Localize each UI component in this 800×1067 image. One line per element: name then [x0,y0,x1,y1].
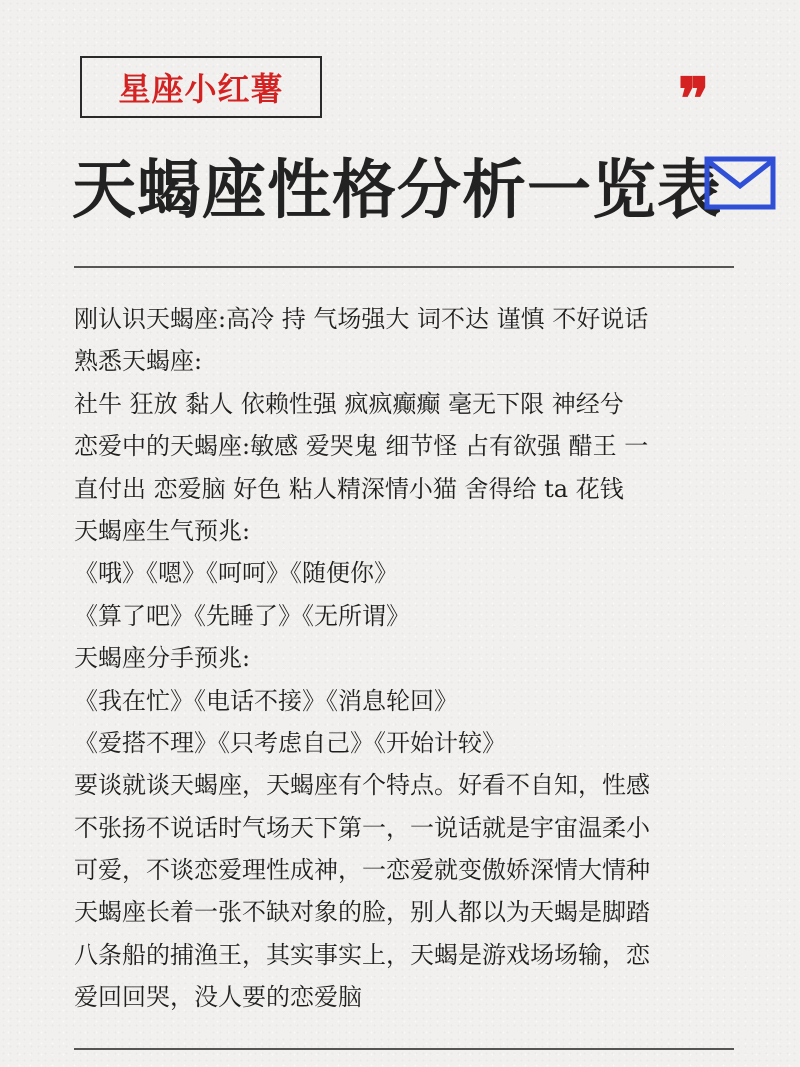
body-line: 《爱搭不理》《只考虑自己》《开始计较》 [74,728,506,757]
body-line: 刚认识天蝎座:高冷 持 气场强大 词不达 谨慎 不好说话 [74,305,649,333]
quote-mark-icon: ❞ [678,65,710,133]
account-tag-text: 星座小红薯 [118,70,284,108]
body-line: 《我在忙》《电话不接》《消息轮回》 [74,686,458,715]
bottom-divider [74,1048,734,1050]
body-line: 《算了吧》《先睡了》《无所谓》 [74,601,410,630]
top-divider [74,266,734,268]
body-line: 恋爱中的天蝎座:敏感 爱哭鬼 细节怪 占有欲强 醋王 一 [74,432,649,461]
body-line: 要谈就谈天蝎座，天蝎座有个特点。好看不自知，性感 [74,771,650,800]
body-line: 不张扬不说话时气场天下第一，一说话就是宇宙温柔小 [74,813,650,842]
account-tag [80,56,322,118]
body-line: 天蝎座分手预兆: [74,644,251,673]
body-line: 天蝎座长着一张不缺对象的脸，别人都以为天蝎是脚踏 [74,898,650,927]
body-line: 熟悉天蝎座: [74,347,203,376]
body-line: 爱回回哭，没人要的恋爱脑 [74,983,362,1012]
body-line: 八条船的捕渔王，其实事实上，天蝎是游戏场场输，恋 [74,940,650,969]
body-line: 可爱，不谈恋爱理性成神，一恋爱就变傲娇深情大情种 [74,856,650,885]
body-line: 天蝎座生气预兆: [74,516,251,545]
mail-icon [704,156,776,210]
body-line: 社牛 狂放 黏人 依赖性强 疯疯癫癫 毫无下限 神经兮 [74,389,624,418]
body-line: 直付出 恋爱脑 好色 粘人精深情小猫 舍得给 ta 花钱 [74,474,624,503]
article-body [74,298,738,1019]
body-line: 《哦》《嗯》《呵呵》《随便你》 [74,559,398,588]
page-title: 天蝎座性格分析一览表 [72,154,722,228]
